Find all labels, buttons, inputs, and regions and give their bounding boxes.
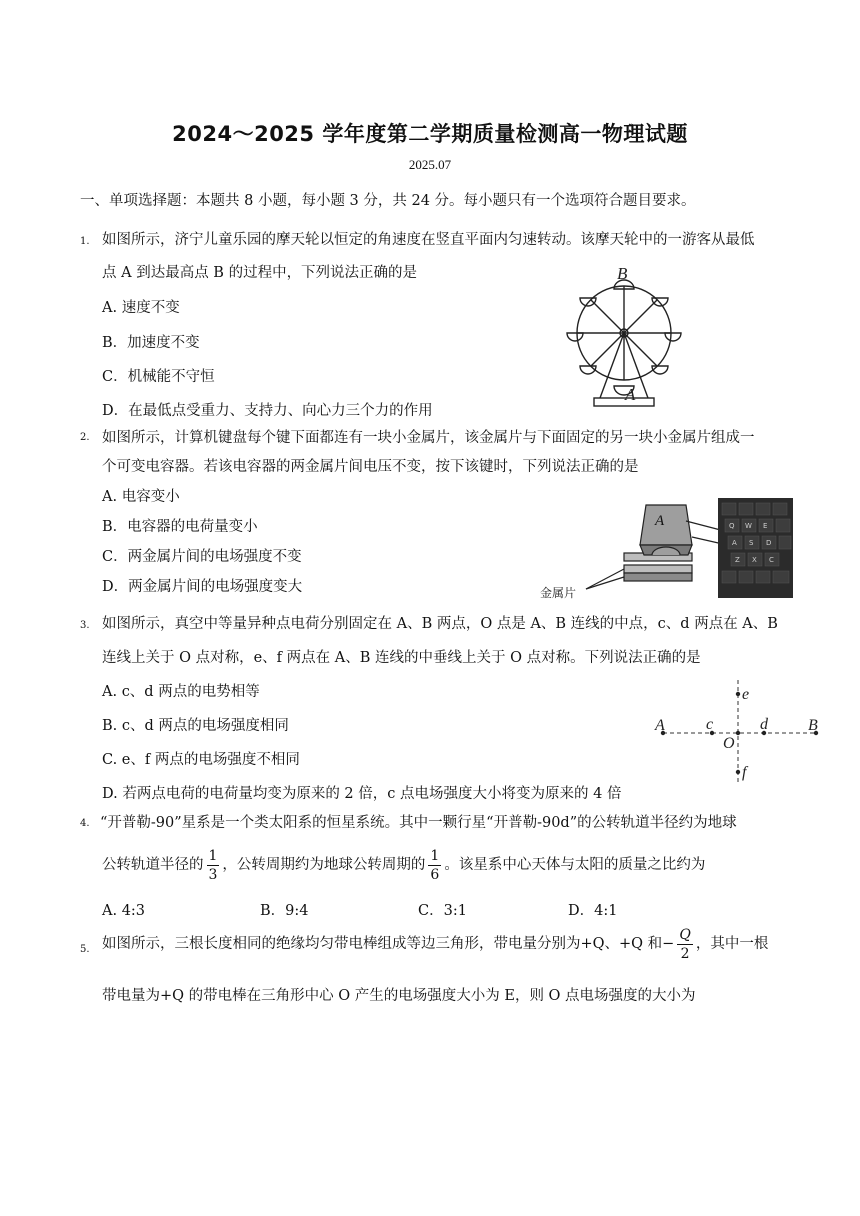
option-b: B．加速度不变 — [102, 335, 200, 351]
fraction-one-sixth — [428, 847, 441, 884]
option-a: A. c、d 两点的电势相等 — [102, 684, 260, 700]
keyboard-photo — [718, 498, 793, 598]
option-c: C. e、f 两点的电场强度不相同 — [102, 752, 300, 768]
question-number: 1. — [80, 236, 90, 247]
label-d: d — [760, 716, 768, 733]
option-a: A. 电容变小 — [102, 489, 180, 505]
ferris-wheel-figure — [560, 262, 690, 410]
label-f: f — [742, 764, 747, 781]
denominator: 3 — [208, 866, 218, 883]
keyboard-capacitor-figure — [536, 497, 796, 605]
label-e: e — [742, 686, 750, 703]
key-w: W — [745, 522, 752, 530]
stem-text: ，其中一根 — [695, 936, 769, 952]
key-z: Z — [735, 556, 740, 564]
question-stem-line1 — [102, 924, 768, 964]
option-b: B．9:4 — [260, 903, 309, 919]
key-q: Q — [729, 522, 735, 530]
option-d: D. 若两点电荷的电荷量均变为原来的 2 倍，c 点电场强度大小将变为原来的 4 倍 — [102, 786, 622, 802]
question-stem-line2 — [102, 845, 705, 885]
option-b: B．电容器的电荷量变小 — [102, 519, 258, 535]
label-A: A — [625, 385, 636, 404]
question-stem: 带电量为+Q 的带电棒在三角形中心 O 产生的电场强度大小为 E，则 O 点电场强度的大小为 — [102, 988, 696, 1004]
question-number: 2. — [80, 432, 90, 443]
denominator: 6 — [430, 866, 440, 883]
key-e: E — [763, 522, 768, 530]
question-stem: 点 A 到达最高点 B 的过程中，下列说法正确的是 — [102, 265, 418, 281]
stem-text: 。该星系中心天体与太阳的质量之比约为 — [444, 857, 706, 873]
question-stem: 如图所示，真空中等量异种点电荷分别固定在 A、B 两点，O 点是 A、B 连线的中点，c、d 两点在 A、B — [102, 616, 778, 632]
fraction-one-third — [207, 847, 220, 884]
question-number: 3. — [80, 620, 90, 631]
section-heading: 一、单项选择题：本题共 8 小题，每小题 3 分，共 24 分。每小题只有一个选项符合题目要求。 — [80, 193, 696, 209]
charge-figure — [650, 675, 830, 783]
question-stem: 个可变电容器。若该电容器的两金属片间电压不变，按下该键时，下列说法正确的是 — [102, 459, 639, 475]
label-A: A — [655, 717, 665, 734]
option-a: A. 速度不变 — [102, 300, 180, 316]
question-stem: “开普勒-90”星系是一个类太阳系的恒星系统。其中一颗行星“开普勒-90d”的公转轨道半径约为地球 — [100, 815, 737, 831]
label-c: c — [706, 716, 714, 733]
label-B: B — [617, 264, 628, 283]
page-title: 2024～2025 学年度第二学期质量检测高一物理试题 — [172, 122, 688, 146]
key-label: A — [655, 513, 665, 529]
option-c: C．机械能不守恒 — [102, 369, 215, 385]
question-number: 4. — [80, 818, 90, 829]
label-B: B — [808, 717, 818, 734]
denominator: 2 — [677, 944, 692, 963]
option-a: A. 4:3 — [102, 903, 146, 919]
label-O: O — [723, 735, 735, 752]
stem-text: ，公转周期约为地球公转周期的 — [222, 857, 426, 873]
stem-text: 公转轨道半径的 — [102, 857, 204, 873]
option-c: C．两金属片间的电场强度不变 — [102, 549, 302, 565]
key-s: S — [749, 539, 754, 547]
fraction-q-over-2 — [677, 926, 692, 963]
question-stem: 如图所示，计算机键盘每个键下面都连有一块小金属片，该金属片与下面固定的另一块小金属片组成一 — [102, 430, 755, 446]
key-d: D — [766, 539, 772, 547]
question-stem: 连线上关于 O 点对称，e、f 两点在 A、B 连线的中垂线上关于 O 点对称。下列说法正确的是 — [102, 650, 701, 666]
option-b: B. c、d 两点的电场强度相同 — [102, 718, 289, 734]
exam-date: 2025.07 — [408, 157, 452, 172]
metal-sheet-label: 金属片 — [540, 586, 577, 600]
key-x: X — [752, 556, 757, 564]
option-d: D．4:1 — [568, 903, 618, 919]
key-c: C — [769, 556, 774, 564]
numerator: 1 — [430, 847, 440, 864]
question-stem: 如图所示，济宁儿童乐园的摩天轮以恒定的角速度在竖直平面内匀速转动。该摩天轮中的一游客从最低 — [102, 232, 755, 248]
numerator: 1 — [208, 847, 218, 864]
question-number: 5. — [80, 944, 90, 955]
stem-text: 如图所示，三根长度相同的绝缘均匀带电棒组成等边三角形，带电量分别为+Q、+Q 和− — [102, 936, 675, 952]
option-d: D．两金属片间的电场强度变大 — [102, 579, 303, 595]
key-a: A — [732, 539, 737, 547]
option-d: D．在最低点受重力、支持力、向心力三个力的作用 — [102, 403, 433, 419]
option-c: C．3:1 — [418, 903, 467, 919]
numerator: Q — [679, 926, 691, 943]
